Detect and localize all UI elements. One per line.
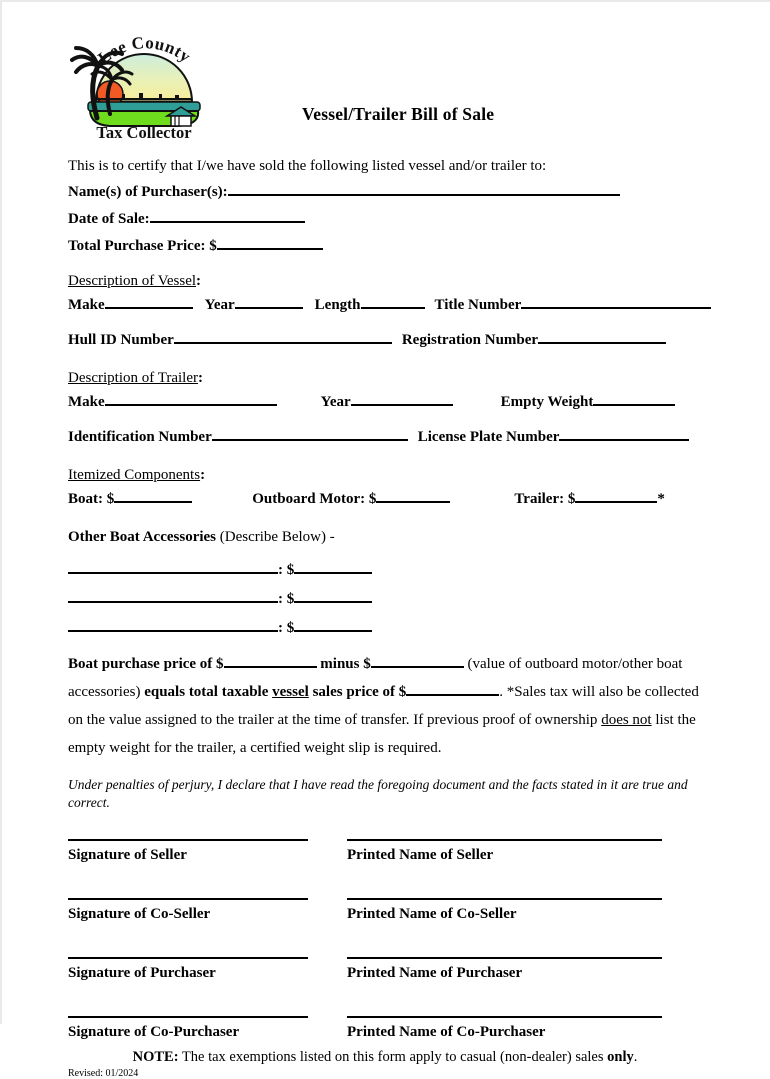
co-seller-printed-name-line[interactable]	[347, 898, 662, 900]
co-seller-signature-row	[68, 898, 692, 924]
taxable-sales-price-field[interactable]	[406, 681, 499, 696]
trailer-price-field[interactable]	[575, 488, 657, 503]
trailer-price-asterisk: *	[657, 491, 665, 507]
seller-printed-name-line[interactable]	[347, 839, 662, 841]
co-purchaser-signature-row	[68, 1016, 692, 1042]
trailer-price-label: Trailer: $	[514, 491, 576, 507]
trailer-year-field[interactable]	[351, 391, 453, 406]
accessories-note: (Describe Below) -	[216, 529, 335, 545]
accessory-row-2	[68, 588, 692, 608]
note-label: NOTE:	[132, 1049, 179, 1065]
total-price-label: Total Purchase Price: $	[68, 238, 217, 254]
vessel-make-label: Make	[68, 297, 105, 313]
accessory-1-price-prefix: : $	[278, 562, 295, 578]
note-period: .	[633, 1049, 638, 1065]
note-text: The tax exemptions listed on this form apply to casual (non-dealer) sales	[178, 1049, 608, 1065]
hull-id-field[interactable]	[174, 329, 392, 344]
tax-exemption-note	[78, 1049, 692, 1066]
trailer-make-row	[68, 391, 692, 414]
seller-printed-name-label: Printed Name of Seller	[347, 847, 494, 863]
co-purchaser-printed-name-label: Printed Name of Co-Purchaser	[347, 1024, 546, 1040]
accessory-3-description-field[interactable]	[68, 617, 278, 632]
tax-weight-slip-note: list the empty weight for the trailer, a certified weight slip is required.	[68, 712, 696, 756]
purchaser-signature-row	[68, 957, 692, 983]
tax-boat-price-label: Boat purchase price of $	[68, 656, 224, 672]
co-purchaser-signature-label: Signature of Co-Purchaser	[68, 1024, 240, 1040]
date-of-sale-row	[68, 208, 692, 231]
vessel-year-field[interactable]	[235, 294, 303, 309]
tax-does-not-words: does not	[601, 712, 652, 728]
itemized-prices-row	[68, 488, 692, 511]
total-price-row	[68, 235, 692, 258]
hull-id-label: Hull ID Number	[68, 332, 174, 348]
vessel-title-number-field[interactable]	[521, 294, 711, 309]
trailer-make-field[interactable]	[105, 391, 277, 406]
empty-weight-field[interactable]	[593, 391, 675, 406]
logo-arc-text: Lee County	[94, 33, 195, 68]
co-purchaser-signature-line[interactable]	[68, 1016, 308, 1018]
identification-number-field[interactable]	[212, 426, 408, 441]
accessory-1-price-field[interactable]	[294, 559, 372, 574]
vessel-length-label: Length	[314, 297, 361, 313]
total-price-field[interactable]	[217, 235, 323, 250]
boat-price-label: Boat: $	[68, 491, 115, 507]
tax-calculation-paragraph	[68, 650, 702, 762]
accessory-2-price-field[interactable]	[294, 588, 372, 603]
license-plate-label: License Plate Number	[417, 429, 560, 445]
vessel-heading-text: Description of Vessel	[68, 273, 197, 289]
vessel-hull-row	[68, 329, 692, 352]
trailer-heading-colon: :	[197, 370, 203, 386]
vessel-make-row	[68, 294, 692, 317]
purchaser-printed-name-label: Printed Name of Purchaser	[347, 965, 523, 981]
form-body	[68, 156, 699, 1079]
tax-value-note: (value of outboard motor/other boat accessories)	[68, 656, 683, 700]
tax-collected-note: . *Sales tax will also be collected on the value assigned to the trailer at the time of transfer. If previous proof of ownership	[68, 684, 699, 728]
accessory-3-price-prefix: : $	[278, 620, 295, 636]
date-of-sale-field[interactable]	[150, 208, 305, 223]
seller-signature-row	[68, 839, 692, 865]
co-purchaser-printed-name-line[interactable]	[347, 1016, 662, 1018]
purchaser-name-row	[68, 181, 692, 204]
co-seller-signature-line[interactable]	[68, 898, 308, 900]
co-seller-signature-label: Signature of Co-Seller	[68, 906, 211, 922]
trailer-id-row	[68, 426, 692, 449]
perjury-statement: Under penalties of perjury, I declare that I have read the foregoing document and the facts stated in it are true and correct.	[68, 777, 688, 810]
lee-county-tax-collector-logo	[62, 20, 226, 140]
registration-number-field[interactable]	[538, 329, 666, 344]
seller-signature-label: Signature of Seller	[68, 847, 187, 863]
boat-price-field[interactable]	[114, 488, 192, 503]
vessel-section-heading	[68, 273, 692, 290]
document-header	[2, 2, 770, 144]
empty-weight-label: Empty Weight	[500, 394, 594, 410]
minus-amount-field[interactable]	[371, 653, 464, 668]
purchaser-name-label: Name(s) of Purchaser(s):	[68, 184, 228, 200]
accessory-1-description-field[interactable]	[68, 559, 278, 574]
accessory-row-1	[68, 559, 692, 579]
itemized-heading-colon: :	[200, 467, 206, 483]
itemized-heading-text: Itemized Components	[68, 467, 201, 483]
registration-number-label: Registration Number	[401, 332, 539, 348]
tax-sales-price-label: sales price of $	[308, 684, 407, 700]
purchaser-printed-name-line[interactable]	[347, 957, 662, 959]
accessories-label: Other Boat Accessories	[68, 529, 217, 545]
trailer-year-label: Year	[320, 394, 351, 410]
certify-statement: This is to certify that I/we have sold the following listed vessel and/or trailer to:	[68, 158, 547, 174]
vessel-year-label: Year	[204, 297, 235, 313]
vessel-length-field[interactable]	[361, 294, 425, 309]
boat-purchase-price-field[interactable]	[224, 653, 317, 668]
date-of-sale-label: Date of Sale:	[68, 211, 150, 227]
accessory-3-price-field[interactable]	[294, 617, 372, 632]
seller-signature-line[interactable]	[68, 839, 308, 841]
trailer-section-heading	[68, 370, 692, 387]
vessel-title-number-label: Title Number	[434, 297, 522, 313]
vessel-make-field[interactable]	[105, 294, 193, 309]
revised-date: Revised: 01/2024	[68, 1068, 139, 1079]
accessory-row-3	[68, 617, 692, 637]
co-seller-printed-name-label: Printed Name of Co-Seller	[347, 906, 517, 922]
accessory-2-description-field[interactable]	[68, 588, 278, 603]
trailer-make-label: Make	[68, 394, 105, 410]
identification-number-label: Identification Number	[68, 429, 212, 445]
logo-sub-text: Tax Collector	[96, 123, 192, 140]
trailer-heading-text: Description of Trailer	[68, 370, 198, 386]
tax-equals-label: equals total taxable	[144, 684, 273, 700]
purchaser-name-field[interactable]	[228, 181, 620, 196]
tax-minus-label: minus $	[316, 656, 371, 672]
purchaser-signature-label: Signature of Purchaser	[68, 965, 216, 981]
outboard-price-label: Outboard Motor: $	[252, 491, 377, 507]
license-plate-field[interactable]	[559, 426, 689, 441]
accessory-2-price-prefix: : $	[278, 591, 295, 607]
note-only-word: only	[607, 1049, 634, 1065]
purchaser-signature-line[interactable]	[68, 957, 308, 959]
outboard-price-field[interactable]	[376, 488, 450, 503]
accessories-heading-row	[68, 526, 692, 549]
vessel-heading-colon: :	[196, 273, 202, 289]
itemized-section-heading	[68, 467, 692, 484]
tax-vessel-word: vessel	[272, 684, 309, 700]
page-title: Vessel/Trailer Bill of Sale	[302, 104, 495, 124]
